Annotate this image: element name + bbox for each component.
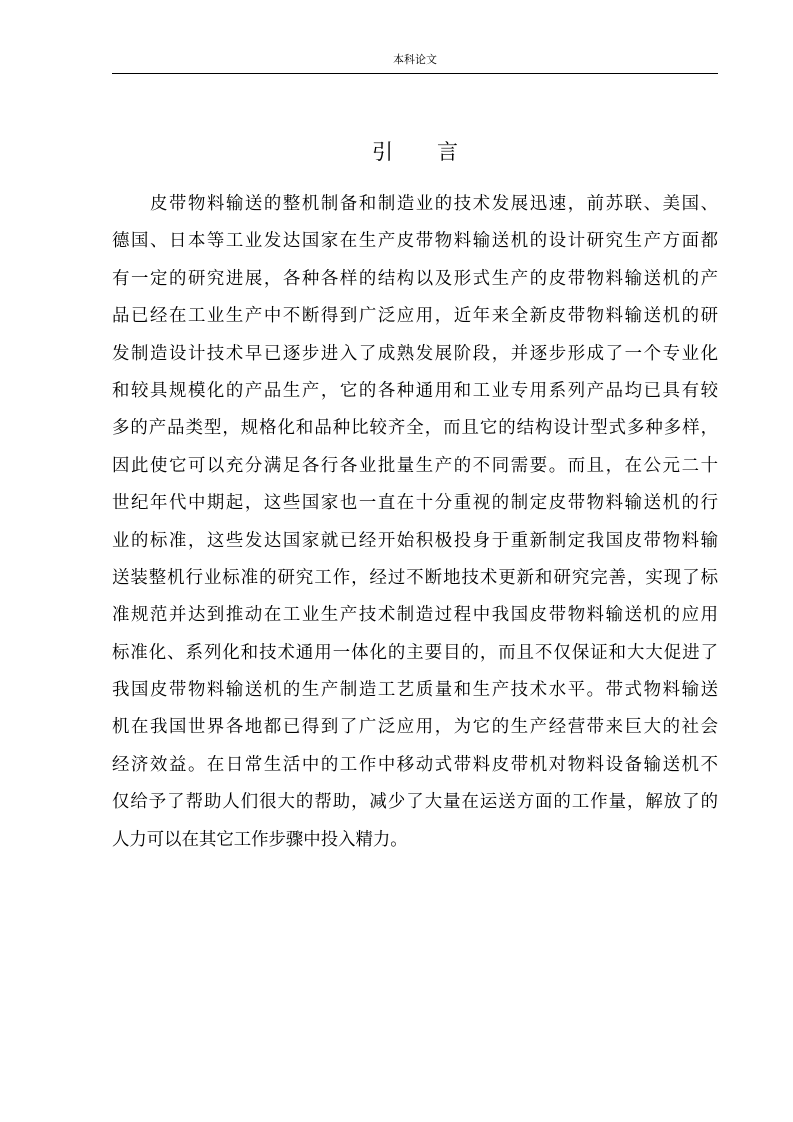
body-line: 我国皮带物料输送机的生产制造工艺质量和生产技术水平。带式物料输送 xyxy=(112,680,718,701)
body-line: 经济效益。在日常生活中的工作中移动式带料皮带机对物料设备输送机不 xyxy=(112,754,718,775)
body-paragraph xyxy=(112,186,718,859)
body-line: 仅给予了帮助人们很大的帮助，减少了大量在运送方面的工作量，解放了的 xyxy=(112,792,718,813)
body-line: 机在我国世界各地都已得到了广泛应用，为它的生产经营带来巨大的社会 xyxy=(112,717,718,738)
body-line: 人力可以在其它工作步骤中投入精力。 xyxy=(112,829,408,850)
body-line: 和较具规模化的产品生产，它的各种通用和工业专用系列产品均已具有较 xyxy=(112,380,718,401)
body-line: 准规范并达到推动在工业生产技术制造过程中我国皮带物料输送机的应用 xyxy=(112,605,718,626)
body-line: 德国、日本等工业发达国家在生产皮带物料输送机的设计研究生产方面都 xyxy=(112,231,718,252)
body-line: 多的产品类型，规格化和品种比较齐全，而且它的结构设计型式多种多样， xyxy=(112,418,718,439)
body-line: 送装整机行业标准的研究工作，经过不断地技术更新和研究完善，实现了标 xyxy=(112,567,718,588)
body-line: 标准化、系列化和技术通用一体化的主要目的，而且不仅保证和大大促进了 xyxy=(112,642,718,663)
body-line: 有一定的研究进展，各种各样的结构以及形式生产的皮带物料输送机的产 xyxy=(112,268,718,289)
header-rule xyxy=(112,73,718,74)
body-line: 皮带物料输送的整机制备和制造业的技术发展迅速，前苏联、美国、 xyxy=(150,194,718,214)
running-header: 本科论文 xyxy=(393,53,437,66)
body-line: 因此使它可以充分满足各行各业批量生产的不同需要。而且，在公元二十 xyxy=(112,455,718,476)
body-line: 品已经在工业生产中不断得到广泛应用，近年来全新皮带物料输送机的研 xyxy=(112,306,718,327)
body-line: 业的标准，这些发达国家就已经开始积极投身于重新制定我国皮带物料输 xyxy=(112,530,718,551)
body-line: 世纪年代中期起，这些国家也一直在十分重视的制定皮带物料输送机的行 xyxy=(112,493,718,514)
body-line: 发制造设计技术早已逐步进入了成熟发展阶段，并逐步形成了一个专业化 xyxy=(112,343,718,364)
section-title: 引言 xyxy=(372,140,502,164)
